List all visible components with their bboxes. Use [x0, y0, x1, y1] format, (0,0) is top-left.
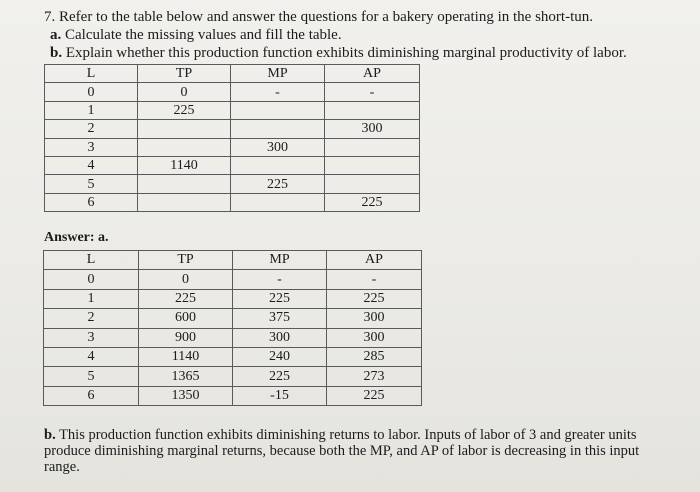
question-table-cell: 225: [231, 175, 325, 193]
answer-table-cell: 5: [44, 367, 139, 386]
question-table-cell: 2: [45, 120, 138, 138]
part-b-label: b.: [50, 45, 63, 61]
question-table-cell: [325, 175, 420, 193]
answer-part-b-text: This production function exhibits diminishing returns to labor. Inputs of labor of 3 and greater units produce diminishing marginal returns, because both the MP, and AP of labor is decreasing in this input range.: [44, 427, 640, 475]
question-table-cell: [231, 101, 325, 119]
answer-table-cell: 0: [139, 270, 233, 289]
answer-table-cell: 1140: [139, 347, 233, 366]
answer-table-cell: 240: [233, 347, 327, 366]
question-table-cell: 1140: [138, 156, 231, 174]
question-table-cell: 3: [45, 138, 138, 156]
answer-table-cell: -15: [233, 386, 327, 405]
answer-table-cell: 225: [327, 289, 422, 308]
question-table-cell: [325, 156, 420, 174]
question-table-header-cell: L: [45, 65, 138, 83]
question-table-header-cell: TP: [138, 65, 231, 83]
part-a-text: Calculate the missing values and fill the table.: [65, 27, 342, 43]
answer-table-row: [44, 386, 422, 405]
question-table-cell: 0: [45, 83, 138, 101]
answer-table-cell: 600: [139, 309, 233, 328]
answer-table-cell: 285: [327, 347, 422, 366]
question-table-cell: 4: [45, 156, 138, 174]
answer-table-row: [44, 367, 422, 386]
question-title: 7. Refer to the table below and answer the questions for a bakery operating in the short-tun.: [44, 9, 594, 25]
answer-table-cell: 225: [233, 367, 327, 386]
question-table-header-row: [45, 65, 420, 83]
question-table-header-cell: MP: [231, 65, 325, 83]
question-table-cell: 1: [45, 101, 138, 119]
question-table-cell: 5: [45, 175, 138, 193]
question-table-cell: [231, 193, 325, 211]
answer-part-b-label: b.: [44, 427, 56, 443]
part-a-label: a.: [50, 27, 62, 43]
question-table: [44, 64, 420, 212]
question-table-cell: 6: [45, 193, 138, 211]
answer-table-cell: 2: [44, 309, 139, 328]
question-table-cell: [325, 138, 420, 156]
answer-table: [43, 250, 422, 406]
answer-label: Answer: a.: [44, 230, 109, 245]
question-table-row: [45, 175, 420, 193]
question-table-cell: [231, 156, 325, 174]
answer-table-header-row: [44, 251, 422, 270]
question-table-row: [45, 101, 420, 119]
answer-table-cell: 300: [327, 309, 422, 328]
answer-table-cell: 4: [44, 347, 139, 366]
answer-table-row: [44, 309, 422, 328]
answer-table-cell: -: [327, 270, 422, 289]
question-table-cell: 300: [231, 138, 325, 156]
answer-table-cell: 225: [327, 386, 422, 405]
question-table-row: [45, 120, 420, 138]
answer-table-cell: 900: [139, 328, 233, 347]
question-table-cell: -: [231, 83, 325, 101]
question-table-row: [45, 138, 420, 156]
question-table-cell: 0: [138, 83, 231, 101]
answer-table-cell: 273: [327, 367, 422, 386]
question-table-cell: [138, 138, 231, 156]
answer-table-cell: 225: [139, 289, 233, 308]
question-table-header-cell: AP: [325, 65, 420, 83]
answer-table-cell: 3: [44, 328, 139, 347]
answer-table-cell: 300: [233, 328, 327, 347]
answer-table-cell: 1365: [139, 367, 233, 386]
answer-table-cell: 225: [233, 289, 327, 308]
question-table-row: [45, 193, 420, 211]
answer-table-row: [44, 347, 422, 366]
question-table-cell: [138, 175, 231, 193]
answer-table-header-cell: TP: [139, 251, 233, 270]
answer-table-cell: 300: [327, 328, 422, 347]
question-table-row: [45, 83, 420, 101]
question-table-cell: [138, 120, 231, 138]
question-table-cell: [231, 120, 325, 138]
answer-table-cell: 6: [44, 386, 139, 405]
answer-table-header-cell: MP: [233, 251, 327, 270]
answer-table-row: [44, 328, 422, 347]
question-part-a: [50, 27, 342, 44]
answer-table-cell: 0: [44, 270, 139, 289]
question-table-cell: 225: [325, 193, 420, 211]
answer-table-cell: 1350: [139, 386, 233, 405]
question-table-cell: 300: [325, 120, 420, 138]
answer-table-cell: -: [233, 270, 327, 289]
part-b-text: Explain whether this production function exhibits diminishing marginal productivity of labor.: [65, 45, 627, 61]
answer-table-header-cell: AP: [327, 251, 422, 270]
question-table-row: [45, 156, 420, 174]
answer-table-cell: 1: [44, 289, 139, 308]
question-table-cell: -: [325, 83, 420, 101]
answer-part-b: [44, 427, 664, 475]
question-table-cell: [138, 193, 231, 211]
question-table-cell: [325, 101, 420, 119]
question-table-cell: 225: [138, 101, 231, 119]
question-part-b: [50, 45, 627, 62]
answer-table-row: [44, 270, 422, 289]
answer-table-header-cell: L: [44, 251, 139, 270]
answer-table-cell: 375: [233, 309, 327, 328]
answer-table-row: [44, 289, 422, 308]
